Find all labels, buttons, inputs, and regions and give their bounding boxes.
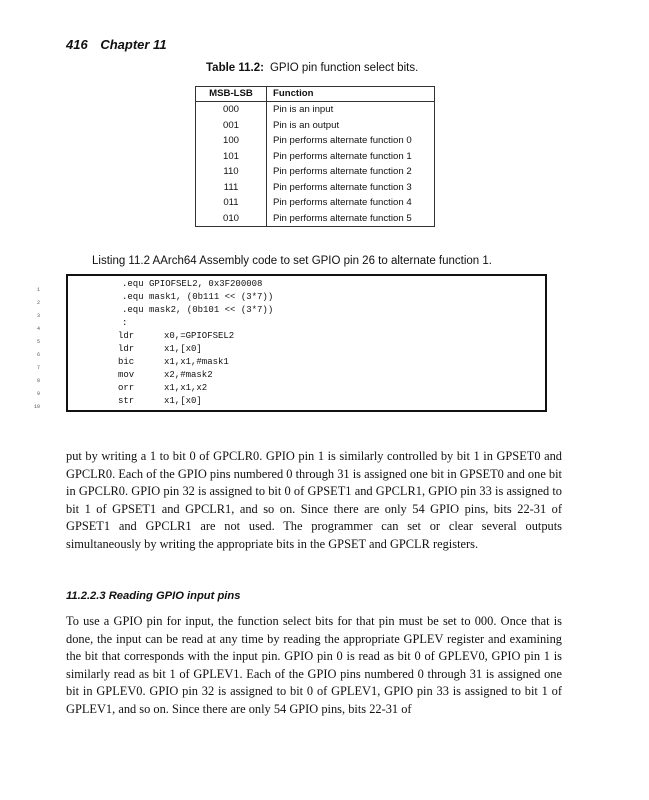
code-directive: .equ GPIOFSEL2, 0x3F200008 <box>122 279 263 289</box>
line-number: 7 <box>36 365 40 371</box>
code-opcode: ldr <box>118 344 135 354</box>
code-opcode: bic <box>118 357 135 367</box>
table-row <box>196 133 435 149</box>
table-cell-function: Pin performs alternate function 5 <box>273 212 412 224</box>
table-row <box>196 195 435 211</box>
table-row <box>196 211 435 227</box>
table-cell-function: Pin performs alternate function 4 <box>273 197 412 208</box>
column-header-msb-lsb: MSB-LSB <box>196 87 267 102</box>
code-operands: x2,#mask2 <box>164 370 213 380</box>
table-header-row <box>196 87 435 102</box>
code-operands: x1,x1,#mask1 <box>164 357 229 367</box>
table-cell-bits: 001 <box>196 118 267 134</box>
code-operands: x1,[x0] <box>164 396 202 406</box>
code-opcode: orr <box>118 383 135 393</box>
function-select-table <box>195 86 435 227</box>
table-cell-bits: 101 <box>196 149 267 165</box>
line-number: 10 <box>33 404 40 410</box>
code-opcode: mov <box>118 370 135 380</box>
table-cell-function: Pin performs alternate function 1 <box>273 150 412 162</box>
code-instruction <box>118 330 273 343</box>
table-cell-function: Pin is an output <box>273 119 340 131</box>
table-cell-function: Pin performs alternate function 0 <box>273 135 412 146</box>
table-cell-bits: 100 <box>196 133 267 149</box>
table-caption-label: Table 11.2: <box>206 62 264 74</box>
code-directive: .equ mask2, (0b101 << (3*7)) <box>122 305 274 315</box>
line-number: 3 <box>36 313 40 319</box>
page-number: 416 <box>66 37 88 52</box>
code-instruction <box>118 343 273 356</box>
line-number: 4 <box>36 326 40 332</box>
code-operands: x1,[x0] <box>164 344 202 354</box>
table-row <box>196 164 435 180</box>
table-cell-function: Pin performs alternate function 3 <box>273 181 412 193</box>
body-paragraph: To use a GPIO pin for input, the function select bits for that pin must be set to 000. Once that is done, the input can be read at any time by reading the appropriate GPLEV register and examining the bit that corresponds with the input pin. GPIO pin 0 is read as bit 0 of GPLEV0, GPIO pin 1 is similarly read as bit 1 of GPLEV1. Each of the GPIO pins numbered 0 through 31 is assigned one bit in GPLEV0. GPIO pin 32 is assigned to bit 0 of GPLEV1, GPIO pin 33 is assigned to bit 1 of GPLEV1, and so on. Since there are only 54 GPIO pins, bits 22-31 of <box>66 614 562 716</box>
code-instruction <box>118 356 273 369</box>
code-instruction <box>118 369 273 382</box>
code-operands: x1,x1,x2 <box>164 383 208 393</box>
line-numbers <box>28 284 40 414</box>
chapter-title: Chapter 11 <box>100 37 167 52</box>
code-directive: .equ mask1, (0b111 << (3*7)) <box>122 292 274 302</box>
table-row <box>196 118 435 134</box>
running-header <box>66 37 167 52</box>
listing-caption: Listing 11.2 AArch64 Assembly code to set GPIO pin 26 to alternate function 1. <box>92 255 492 267</box>
table-caption-title: GPIO pin function select bits. <box>269 62 419 74</box>
code-ellipsis: : <box>122 318 128 328</box>
code-opcode: ldr <box>118 331 135 341</box>
table-cell-bits: 010 <box>196 211 267 227</box>
table-cell-function: Pin performs alternate function 2 <box>273 166 412 177</box>
line-number: 8 <box>36 378 40 384</box>
code-instruction <box>118 382 273 395</box>
table-cell-bits: 110 <box>196 164 267 180</box>
column-header-function: Function <box>267 87 435 102</box>
table-cell-bits: 011 <box>196 195 267 211</box>
line-number: 6 <box>36 352 40 358</box>
code-operands: x0,=GPIOFSEL2 <box>164 331 235 341</box>
line-number: 1 <box>36 287 40 293</box>
code-listing <box>118 278 273 408</box>
section-heading: 11.2.2.3 Reading GPIO input pins <box>66 590 241 602</box>
code-instruction <box>118 395 273 408</box>
line-number: 2 <box>36 300 40 306</box>
line-number: 9 <box>36 391 40 397</box>
table-row <box>196 102 435 118</box>
body-paragraph: put by writing a 1 to bit 0 of GPCLR0. GPIO pin 1 is similarly controlled by bit 1 in GPSET0 and GPCLR0. Each of the GPIO pins numbered 0 through 31 is assigned one bit in GPSET0 and one bit in GPCLR0. GPIO pin 32 is assigned to bit 0 of GPSET1 and GPCLR1, GPIO pin 33 is assigned to bit 1 of GPSET1 and GPCLR1, and so on. Since there are only 54 GPIO pins, bits 22-31 of GPSET1 and GPCLR1 are not used. The programmer can set or clear several outputs simultaneously by writing the appropriate bits in the GPSET and GPCLR registers. <box>66 449 562 551</box>
table-row <box>196 180 435 196</box>
table-cell-bits: 000 <box>196 102 267 118</box>
table-cell-function: Pin is an input <box>273 104 334 115</box>
table-caption <box>206 62 418 74</box>
line-number: 5 <box>36 339 40 345</box>
table-cell-bits: 111 <box>196 180 267 196</box>
code-opcode: str <box>118 396 135 406</box>
table-row <box>196 149 435 165</box>
